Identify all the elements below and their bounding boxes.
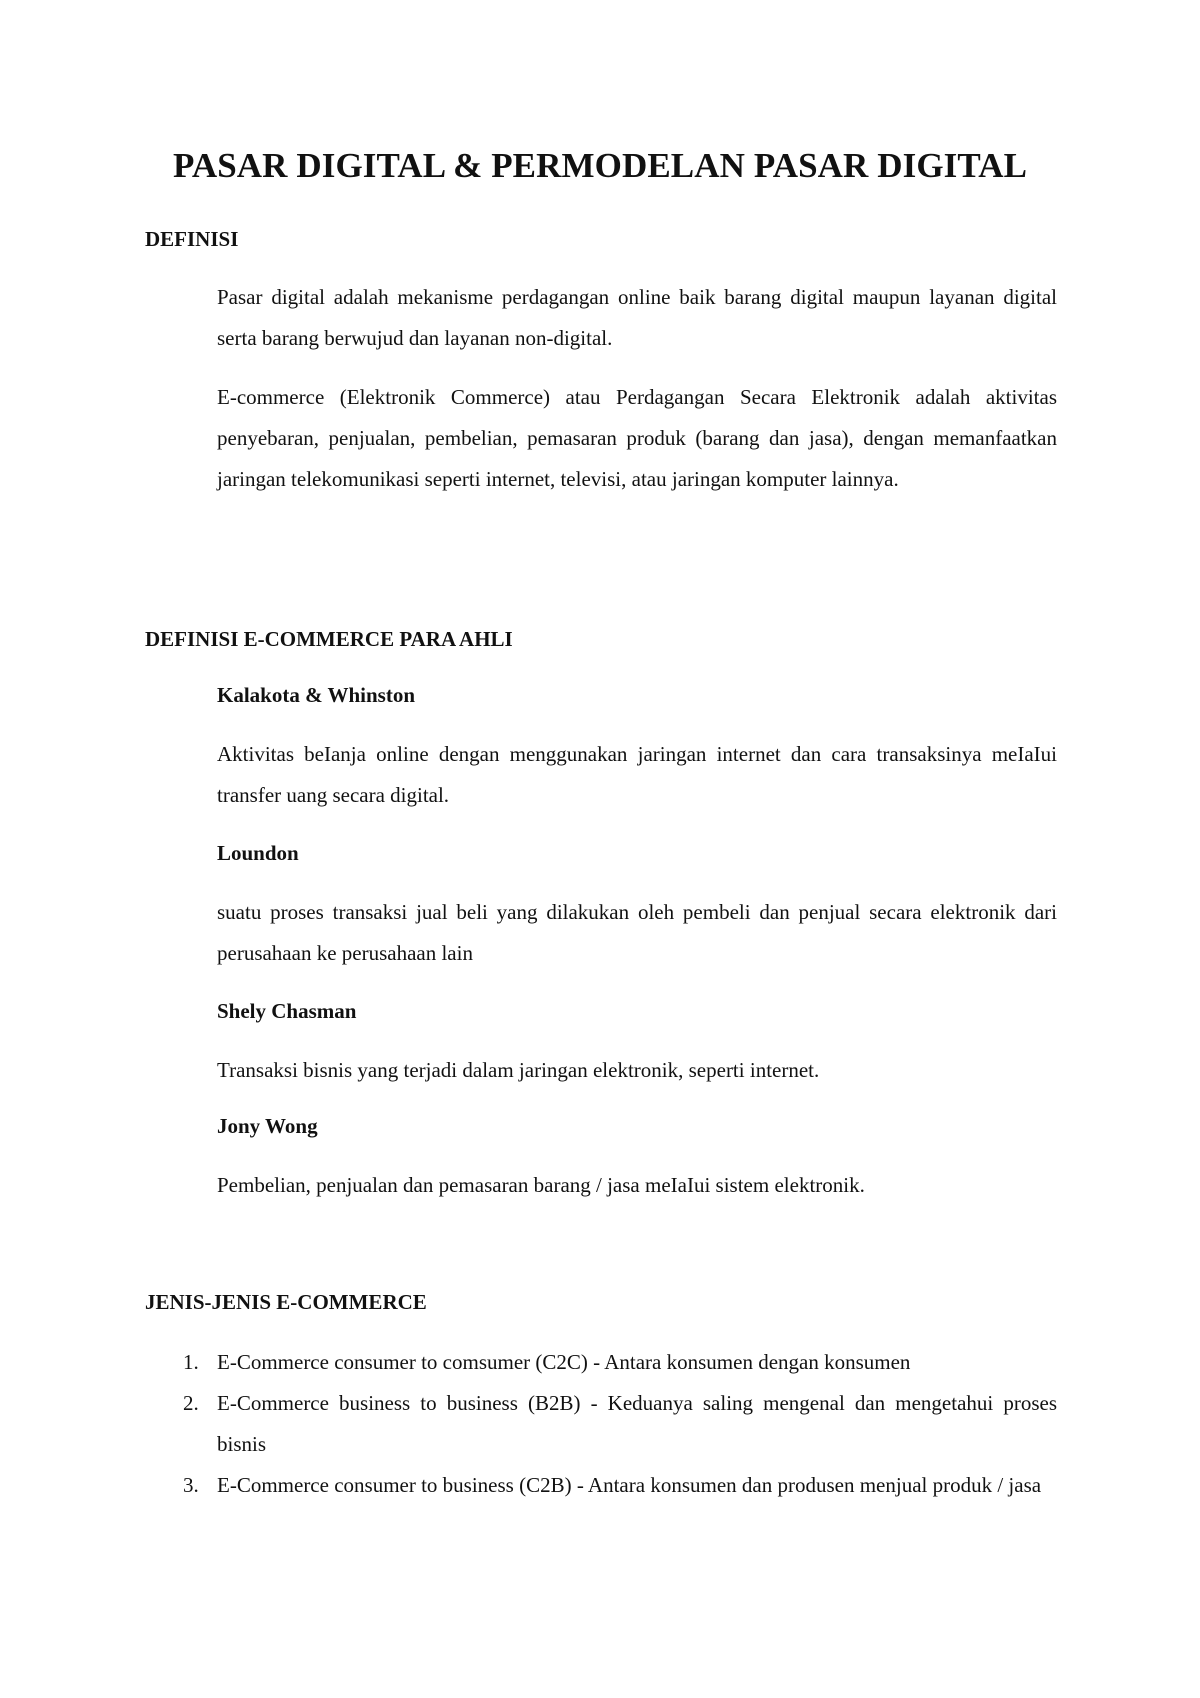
list-item-number: 3.	[183, 1473, 199, 1497]
list-item	[0, 1342, 1200, 1383]
paragraph-definisi-e-commerce: E-commerce (Elektronik Commerce) atau Perdagangan Secara Elektronik adalah aktivitas penyebaran, penjualan, pembelian, pemasaran produk (barang dan jasa), dengan memanfaatkan jaringan telekomunikasi seperti internet, televisi, atau jaringan komputer lainnya.	[217, 385, 1057, 491]
section-heading-definisi: DEFINISI	[145, 227, 239, 251]
list-item-text: E-Commerce consumer to comsumer (C2C) - Antara konsumen dengan konsumen	[217, 1350, 911, 1374]
list-item	[0, 1383, 1200, 1465]
paragraph-definisi-pasar-digital: Pasar digital adalah mekanisme perdagangan online baik barang digital maupun layanan digital serta barang berwujud dan layanan non-digital.	[217, 285, 1057, 350]
expert-definition-loundon: suatu proses transaksi jual beli yang dilakukan oleh pembeli dan penjual secara elektronik dari perusahaan ke perusahaan lain	[217, 900, 1057, 965]
expert-definition-shely-chasman: Transaksi bisnis yang terjadi dalam jaringan elektronik, seperti internet.	[217, 1058, 820, 1082]
jenis-e-commerce-list	[0, 1342, 1200, 1506]
list-item-text: E-Commerce business to business (B2B) - Keduanya saling mengenal dan mengetahui proses bisnis	[217, 1391, 1057, 1456]
list-item-number: 2.	[183, 1391, 199, 1415]
section-heading-jenis: JENIS-JENIS E-COMMERCE	[145, 1290, 427, 1314]
section-heading-para-ahli: DEFINISI E-COMMERCE PARA AHLI	[145, 627, 513, 651]
list-item-number: 1.	[183, 1350, 199, 1374]
expert-name-jony-wong: Jony Wong	[217, 1114, 318, 1138]
document-title: PASAR DIGITAL & PERMODELAN PASAR DIGITAL	[172, 146, 1028, 185]
expert-definition-kalakota: Aktivitas beIanja online dengan menggunakan jaringan internet dan cara transaksinya meIaIui transfer uang secara digital.	[217, 742, 1057, 807]
list-item-text: E-Commerce consumer to business (C2B) - Antara konsumen dan produsen menjual produk / jasa	[217, 1473, 1042, 1497]
expert-name-kalakota: Kalakota & Whinston	[217, 683, 415, 707]
expert-name-loundon: Loundon	[217, 841, 299, 865]
list-item	[0, 1465, 1200, 1506]
expert-name-shely-chasman: Shely Chasman	[217, 999, 357, 1023]
expert-definition-jony-wong: Pembelian, penjualan dan pemasaran barang / jasa meIaIui sistem elektronik.	[217, 1173, 865, 1197]
